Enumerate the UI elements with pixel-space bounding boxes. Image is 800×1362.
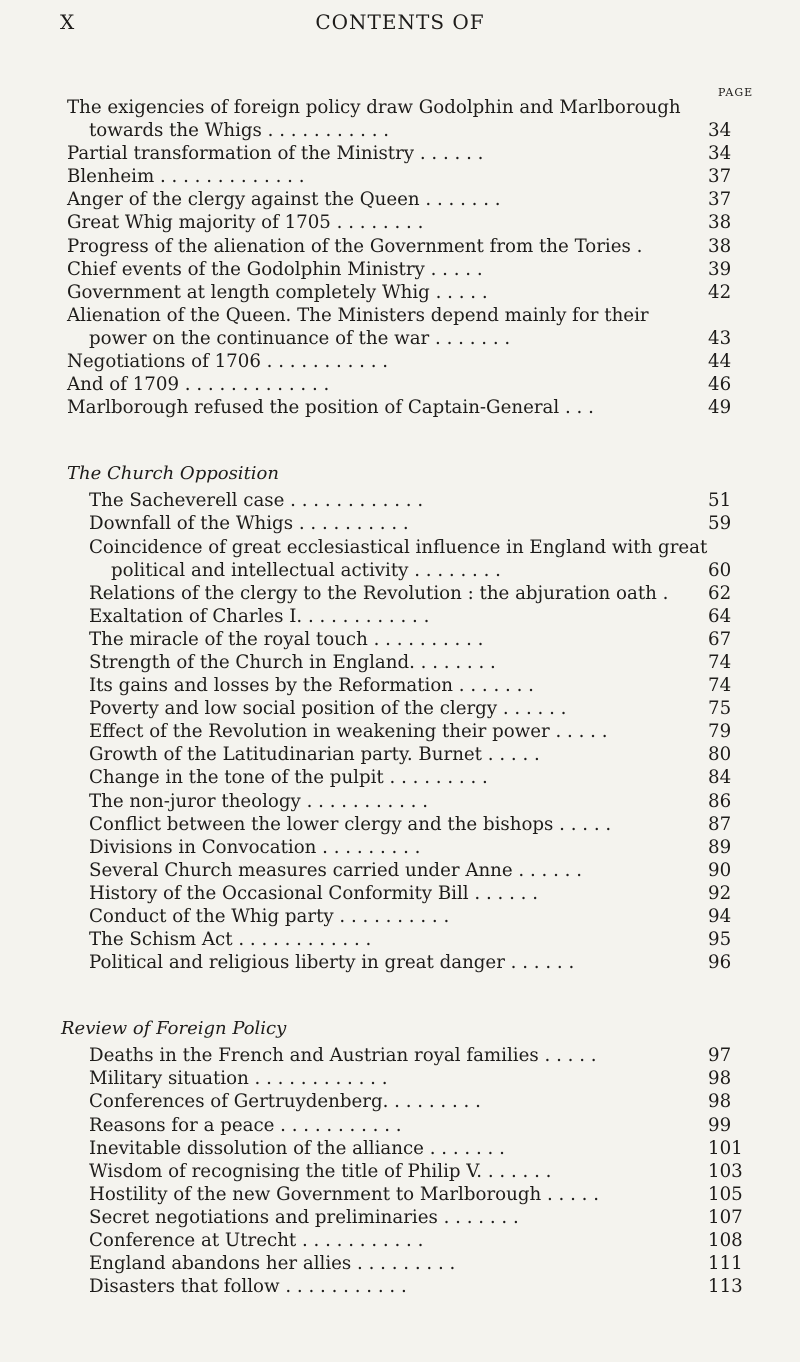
toc-entry-title: Its gains and losses by the Reformation . . . . . . . — [89, 675, 534, 697]
toc-entry — [67, 743, 750, 766]
toc-entry-page: 94 — [708, 906, 732, 927]
toc-entry — [67, 1183, 750, 1206]
toc-entry-page: 87 — [708, 813, 732, 835]
toc-entry-title: Exaltation of Charles I. . . . . . . . . . . . — [89, 605, 430, 627]
toc-entry-title: Great Whig majority of 1705 . . . . . . . . — [67, 212, 424, 234]
toc-entry-title: Change in the tone of the pulpit . . . . . . . . . — [89, 767, 488, 789]
toc-entry-title: Blenheim . . . . . . . . . . . . . — [67, 166, 305, 188]
toc-entry — [67, 304, 750, 327]
toc-entry — [67, 882, 750, 905]
toc-entry-page: 111 — [708, 1253, 743, 1275]
toc-entry — [67, 396, 750, 419]
toc-entry-title: Relations of the clergy to the Revolution : the abjuration oath . — [89, 582, 669, 604]
section-gap — [67, 974, 750, 1014]
toc-entry-page: 34 — [708, 120, 732, 142]
toc-entry-title: Conferences of Gertruydenberg. . . . . . . . . — [89, 1091, 481, 1113]
toc-entry — [67, 142, 750, 165]
section-heading: The Church Opposition — [67, 463, 279, 485]
toc-entry — [67, 536, 750, 559]
toc-entry-title: Progress of the alienation of the Government from the Tories . — [67, 235, 643, 257]
toc-entry-page: 103 — [708, 1160, 743, 1182]
toc-entry — [67, 1137, 750, 1160]
toc-entry-page: 92 — [708, 882, 732, 904]
toc-entry-title: Disasters that follow . . . . . . . . . . . — [89, 1276, 407, 1298]
toc-entry-page: 75 — [708, 698, 732, 720]
toc-entry-title: Marlborough refused the position of Captain-General . . . — [67, 397, 594, 419]
toc-entry-page: 95 — [708, 929, 732, 951]
toc-entry-title: Conduct of the Whig party . . . . . . . . . . — [89, 906, 450, 927]
toc-entry — [67, 1206, 750, 1229]
toc-entry — [67, 373, 750, 396]
toc-entry — [67, 905, 750, 928]
toc-entry-page: 62 — [708, 582, 732, 604]
running-title: CONTENTS OF — [315, 10, 485, 34]
toc-entry-page: 105 — [708, 1183, 743, 1205]
toc-entry — [67, 697, 750, 720]
toc-entry-page: 46 — [708, 374, 732, 396]
toc-entry-title: Downfall of the Whigs . . . . . . . . . . — [89, 513, 409, 535]
toc-entry-title: Chief events of the Godolphin Ministry . . . . . — [67, 258, 483, 280]
toc-entry-title: Anger of the clergy against the Queen . . . . . . . — [67, 189, 501, 211]
toc-entry — [67, 512, 750, 535]
toc-entry-title: Alienation of the Queen. The Ministers depend mainly for their — [67, 304, 649, 326]
toc-entry — [67, 119, 750, 142]
toc-entry — [67, 1275, 750, 1298]
toc-entry-page: 84 — [708, 767, 732, 789]
toc-entry — [67, 951, 750, 974]
toc-entry-title: Growth of the Latitudinarian party. Burnet . . . . . — [89, 744, 540, 766]
toc-entry-title: Coincidence of great ecclesiastical influence in England with great — [89, 536, 708, 558]
toc-entry-page: 64 — [708, 605, 732, 627]
toc-entry — [67, 766, 750, 789]
toc-entry-page: 49 — [708, 397, 732, 419]
toc-entry — [67, 96, 750, 119]
toc-entry — [67, 211, 750, 234]
toc-entry — [67, 836, 750, 859]
toc-entry-title: England abandons her allies . . . . . . . . . — [89, 1253, 456, 1275]
toc-entry — [67, 281, 750, 304]
toc-entry-page: 44 — [708, 351, 732, 373]
toc-entry-page: 99 — [708, 1114, 732, 1136]
toc-entry-title: Partial transformation of the Ministry . . . . . . — [67, 143, 484, 165]
toc-entry — [67, 928, 750, 951]
toc-entry — [67, 790, 750, 813]
page-number: X — [60, 10, 75, 34]
toc-entry — [67, 165, 750, 188]
toc-entry-title: History of the Occasional Conformity Bill . . . . . . — [89, 882, 539, 904]
toc-entry — [67, 605, 750, 628]
toc-entry-page: 37 — [708, 189, 732, 211]
toc-entry-page: 67 — [708, 628, 732, 650]
page-column-label: PAGE — [718, 86, 754, 99]
toc-entry — [67, 188, 750, 211]
toc-entry-title: Hostility of the new Government to Marlborough . . . . . — [89, 1183, 599, 1205]
toc-entry — [67, 628, 750, 651]
toc-entry — [67, 859, 750, 882]
toc-entry — [67, 1160, 750, 1183]
toc-entry-title: The exigencies of foreign policy draw Godolphin and Marlborough — [67, 97, 681, 118]
toc-entry — [67, 489, 750, 512]
toc-entry-title: The Schism Act . . . . . . . . . . . . — [89, 929, 372, 951]
toc-entry-title: And of 1709 . . . . . . . . . . . . . — [67, 374, 330, 396]
toc-entry-title: The non-juror theology . . . . . . . . . . . — [89, 790, 428, 812]
toc-entry — [67, 720, 750, 743]
toc-entry-page: 60 — [708, 559, 732, 581]
toc-entry-title: The Sacheverell case . . . . . . . . . . . . — [89, 490, 424, 512]
toc-entry-title: Secret negotiations and preliminaries . . . . . . . — [89, 1206, 519, 1228]
toc-entry-title: political and intellectual activity . . . . . . . . — [111, 559, 501, 581]
toc-entry-page: 59 — [708, 513, 732, 535]
toc-entry-title: Negotiations of 1706 . . . . . . . . . . . — [67, 351, 389, 373]
toc-entry — [67, 235, 750, 258]
toc-entry-page: 51 — [708, 490, 732, 512]
toc-entry — [67, 327, 750, 350]
toc-entry-title: Strength of the Church in England. . . . . . . . — [89, 651, 496, 673]
toc-entry-title: Effect of the Revolution in weakening their power . . . . . — [89, 721, 608, 743]
table-of-contents — [61, 96, 750, 1298]
toc-entry-page: 43 — [708, 327, 732, 349]
toc-entry-page: 113 — [708, 1276, 743, 1298]
toc-entry-title: power on the continuance of the war . . . . . . . — [89, 327, 511, 349]
toc-entry-title: towards the Whigs . . . . . . . . . . . — [89, 120, 390, 142]
toc-entry-page: 74 — [708, 675, 732, 697]
section-gap — [67, 419, 750, 459]
toc-entry-page: 97 — [708, 1045, 732, 1067]
toc-entry-page: 107 — [708, 1206, 743, 1228]
toc-entry — [67, 559, 750, 582]
toc-entry — [67, 1044, 750, 1067]
toc-entry-page: 108 — [708, 1230, 743, 1252]
toc-entry-page: 101 — [708, 1137, 743, 1159]
toc-entry-page: 38 — [708, 235, 732, 257]
toc-entry-title: Poverty and low social position of the clergy . . . . . . — [89, 698, 567, 720]
toc-entry-page: 98 — [708, 1091, 732, 1113]
toc-entry — [67, 1229, 750, 1252]
toc-entry-page: 37 — [708, 166, 732, 188]
toc-entry-page: 34 — [708, 143, 732, 165]
toc-entry-page: 79 — [708, 721, 732, 743]
toc-entry-title: Deaths in the French and Austrian royal families . . . . . — [89, 1045, 597, 1067]
toc-entry-page: 96 — [708, 952, 732, 974]
toc-entry-page: 86 — [708, 790, 732, 812]
toc-entry-page: 89 — [708, 836, 732, 858]
toc-entry-page: 39 — [708, 258, 732, 280]
toc-entry-page: 38 — [708, 212, 732, 234]
toc-entry — [67, 1114, 750, 1137]
toc-entry — [67, 350, 750, 373]
running-header — [0, 10, 800, 40]
toc-entry-page: 90 — [708, 859, 732, 881]
toc-entry — [67, 674, 750, 697]
toc-entry-title: Military situation . . . . . . . . . . . . — [89, 1068, 388, 1090]
toc-entry-title: Government at length completely Whig . . . . . — [67, 281, 488, 303]
toc-entry-title: Conference at Utrecht . . . . . . . . . . . — [89, 1230, 424, 1252]
toc-entry — [67, 651, 750, 674]
toc-entry-page: 42 — [708, 281, 732, 303]
toc-entry — [67, 1067, 750, 1090]
toc-entry — [67, 1252, 750, 1275]
toc-entry-page: 98 — [708, 1068, 732, 1090]
toc-entry-title: Inevitable dissolution of the alliance . . . . . . . — [89, 1137, 505, 1159]
toc-entry-title: Divisions in Convocation . . . . . . . . . — [89, 836, 421, 858]
toc-entry-title: Several Church measures carried under Anne . . . . . . — [89, 859, 583, 881]
toc-entry-title: The miracle of the royal touch . . . . . . . . . . — [89, 628, 484, 650]
toc-entry — [67, 1090, 750, 1113]
toc-entry-page: 74 — [708, 651, 732, 673]
toc-entry — [67, 813, 750, 836]
section-heading: Review of Foreign Policy — [61, 1018, 287, 1040]
toc-entry-title: Wisdom of recognising the title of Philip V. . . . . . . — [89, 1160, 552, 1182]
toc-entry-title: Conflict between the lower clergy and the bishops . . . . . — [89, 813, 612, 835]
toc-entry — [67, 582, 750, 605]
toc-entry — [67, 258, 750, 281]
toc-entry-page: 80 — [708, 744, 732, 766]
toc-entry-title: Reasons for a peace . . . . . . . . . . . — [89, 1114, 402, 1136]
toc-entry-title: Political and religious liberty in great danger . . . . . . — [89, 952, 575, 974]
